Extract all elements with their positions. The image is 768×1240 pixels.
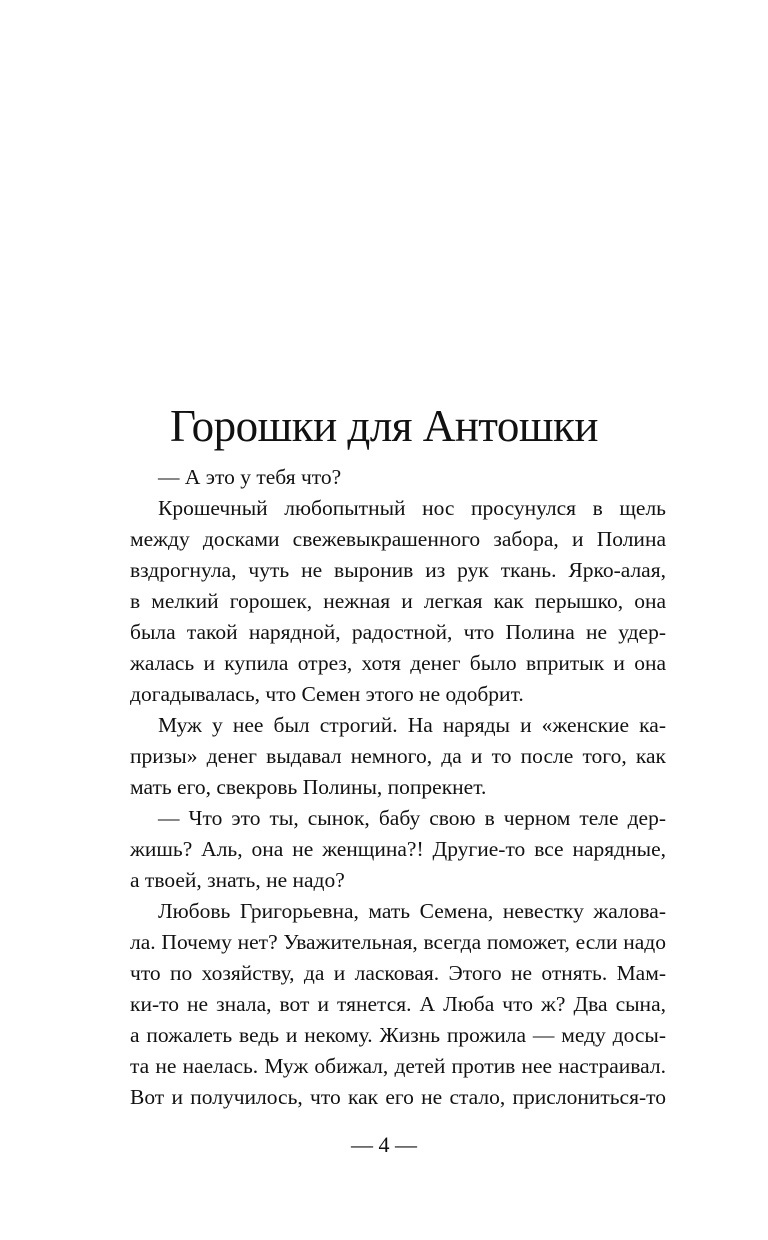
text-line: Вот и получилось, что как его не стало, прислониться-то: [130, 1085, 666, 1109]
text-line: Любовь Григорьевна, мать Семена, невестку жалова-: [158, 899, 666, 923]
chapter-title: Горошки для Антошки: [170, 401, 598, 451]
text-line: жалась и купила отрез, хотя денег было впритык и она: [130, 651, 666, 675]
text-line: — Что это ты, сынок, бабу свою в черном теле дер-: [158, 806, 666, 830]
text-line: ла. Почему нет? Уважительная, всегда поможет, если надо: [130, 930, 666, 954]
body-text: [130, 462, 666, 1113]
text-line: призы» денег выдавал немного, да и то после того, как: [130, 744, 666, 768]
text-line: та не наелась. Муж обижал, детей против нее настраивал.: [130, 1054, 666, 1078]
text-line: ки-то не знала, вот и тянется. А Люба что ж? Два сына,: [130, 992, 666, 1016]
text-line: что по хозяйству, да и ласковая. Этого не отнять. Мам-: [130, 961, 666, 985]
text-line: догадывалась, что Семен этого не одобрит.: [130, 682, 524, 706]
text-line: жишь? Аль, она не женщина?! Другие-то все нарядные,: [130, 837, 666, 861]
page-number: — 4 —: [351, 1132, 417, 1157]
text-line: — А это у тебя что?: [158, 465, 342, 489]
text-line: вздрогнула, чуть не выронив из рук ткань. Ярко-алая,: [130, 558, 666, 582]
text-line: Муж у нее был строгий. На наряды и «женские ка-: [158, 713, 666, 737]
text-line: была такой нарядной, радостной, что Полина не удер-: [130, 620, 666, 644]
text-line: а твоей, знать, не надо?: [130, 868, 345, 892]
text-line: в мелкий горошек, нежная и легкая как перышко, она: [130, 589, 666, 613]
text-line: а пожалеть ведь и некому. Жизнь прожила — меду досы-: [130, 1023, 666, 1047]
text-line: Крошечный любопытный нос просунулся в щель: [158, 496, 666, 520]
text-line: мать его, свекровь Полины, попрекнет.: [130, 775, 487, 799]
text-line: между досками свежевыкрашенного забора, и Полина: [130, 527, 666, 551]
